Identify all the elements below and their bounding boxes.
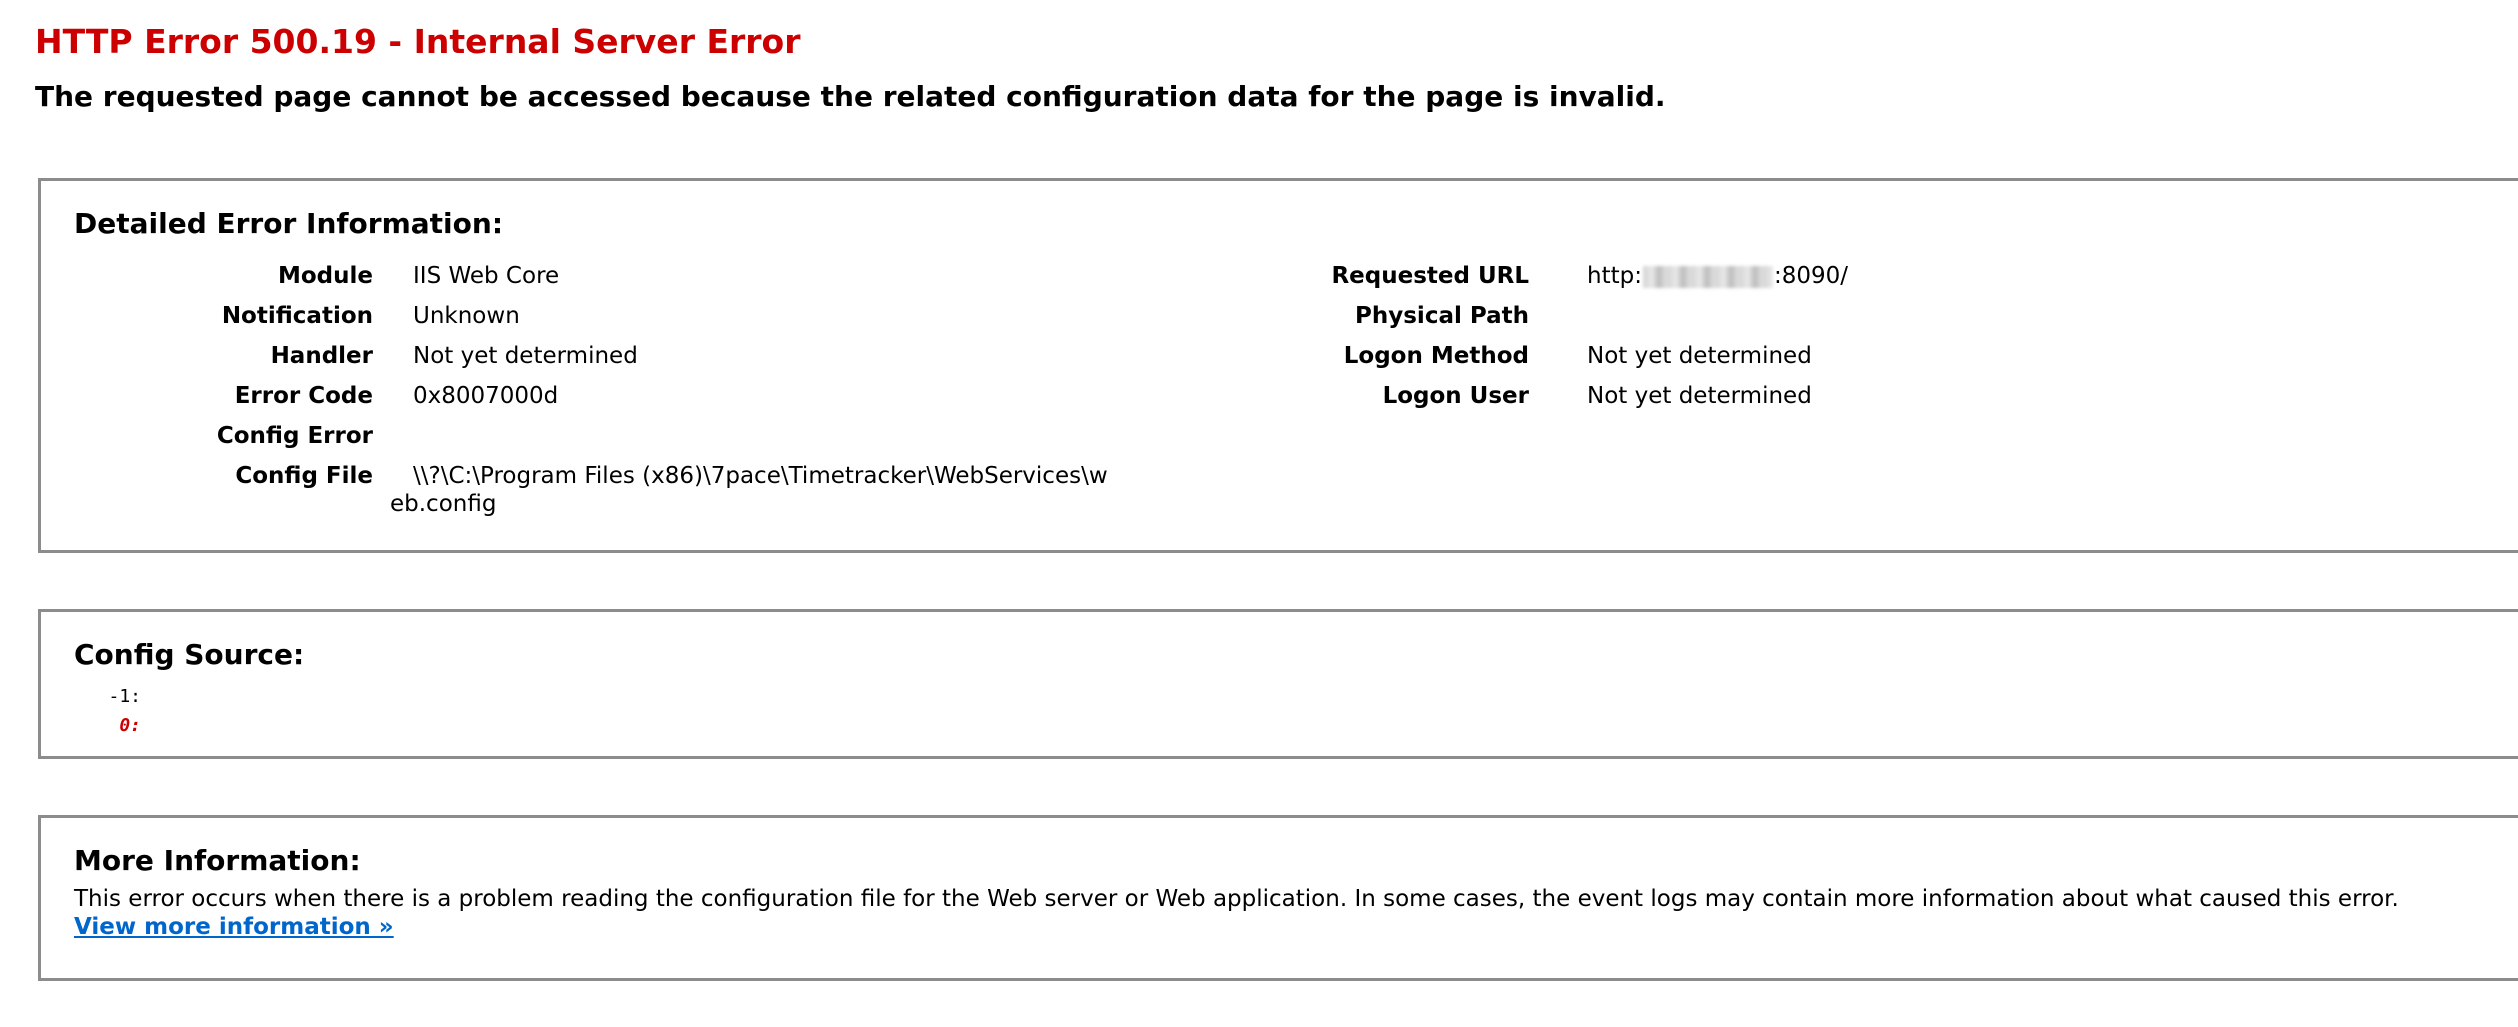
config-file-value-continued: eb.config	[390, 491, 497, 517]
logon-user-label: Logon User	[1382, 383, 1529, 409]
error-code-label: Error Code	[234, 383, 373, 409]
logon-method-label: Logon Method	[1343, 343, 1529, 369]
more-information-panel	[38, 815, 2518, 981]
detailed-error-heading: Detailed Error Information:	[74, 207, 504, 240]
detailed-error-panel	[38, 178, 2518, 553]
requested-url-value	[1587, 261, 1848, 291]
error-title: HTTP Error 500.19 - Internal Server Error	[35, 22, 801, 61]
config-source-error-line: 0:	[76, 715, 152, 736]
module-value: IIS Web Core	[413, 263, 560, 289]
logon-method-value: Not yet determined	[1587, 343, 1812, 369]
config-file-label: Config File	[235, 463, 373, 489]
config-source-line: -1:	[76, 686, 152, 707]
config-source-panel	[38, 609, 2518, 759]
more-information-text: This error occurs when there is a problem reading the configuration file for the Web server or Web application. In some cases, the event logs may contain more information about what caused this error.	[74, 886, 2399, 912]
requested-url-suffix: :8090/	[1773, 263, 1848, 289]
config-error-label: Config Error	[216, 423, 373, 449]
requested-url-label: Requested URL	[1331, 263, 1529, 289]
error-header	[35, 20, 1666, 116]
view-more-information-link[interactable]: View more information »	[74, 914, 394, 940]
physical-path-label: Physical Path	[1355, 303, 1529, 329]
config-file-value: \\?\C:\Program Files (x86)\7pace\Timetracker\WebServices\w	[413, 463, 1108, 489]
notification-label: Notification	[221, 303, 373, 329]
handler-label: Handler	[270, 343, 373, 369]
logon-user-value: Not yet determined	[1587, 383, 1812, 409]
requested-url-prefix: http:	[1587, 263, 1642, 289]
notification-value: Unknown	[413, 303, 520, 329]
module-label: Module	[277, 263, 373, 289]
config-source-heading: Config Source:	[74, 638, 305, 671]
more-information-heading: More Information:	[74, 844, 361, 877]
redacted-host-blur	[1643, 266, 1773, 288]
error-code-value: 0x8007000d	[413, 383, 559, 409]
error-subtitle: The requested page cannot be accessed because the related configuration data for the page is invalid.	[35, 80, 1666, 113]
handler-value: Not yet determined	[413, 343, 638, 369]
